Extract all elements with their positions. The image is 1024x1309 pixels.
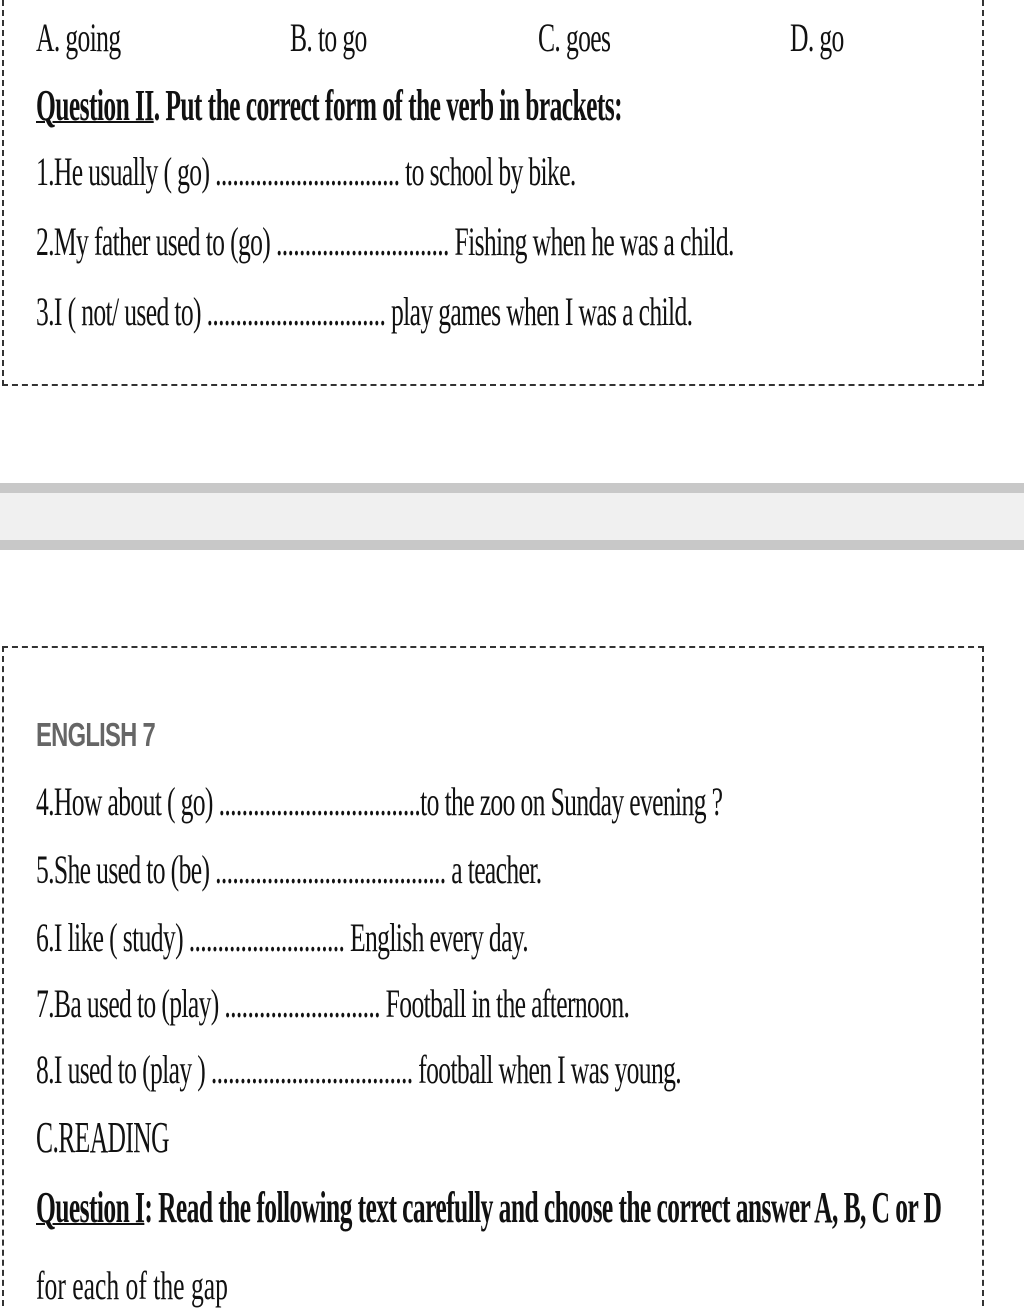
question-2-label: Question II (36, 81, 154, 130)
exercise-item-1: 1.He usually ( go) ................................ to school by bike. (36, 149, 576, 194)
page-separator-top (0, 483, 1024, 493)
exercise-item-3: 3.I ( not/ used to) ............................... play games when I was a child. (36, 289, 693, 334)
exercise-item-7: 7.Ba used to (play) ........................... Football in the afternoon. (36, 981, 630, 1026)
page-separator-bottom (0, 540, 1024, 550)
exercise-item-6: 6.I like ( study) ........................... English every day. (36, 915, 529, 960)
exercise-item-2: 2.My father used to (go) .............................. Fishing when he was a child. (36, 219, 734, 264)
option-d: D. go (790, 15, 844, 60)
reading-title: C.READING (36, 1113, 170, 1162)
option-c: C. goes (538, 15, 611, 60)
exercise-item-5: 5.She used to (be) ........................................ a teacher. (36, 847, 542, 892)
exercise-item-4: 4.How about ( go) ...................................to the zoo on Sunday evening ? (36, 779, 723, 824)
option-a: A. going (36, 15, 121, 60)
option-b: B. to go (290, 15, 367, 60)
reading-question-instruction: : Read the following text carefully and choose the correct answer A, B, C or D (144, 1183, 942, 1232)
question-2-heading (36, 81, 623, 130)
reading-question-label: Question I (36, 1183, 145, 1232)
question-2-instruction: . Put the correct form of the verb in brackets: (153, 81, 623, 130)
reading-cut-line: for each of the gap (36, 1263, 228, 1308)
header-brand: ENGLISH 7 (36, 716, 155, 753)
exercise-item-8: 8.I used to (play ) ................................... football when I was young. (36, 1047, 682, 1092)
reading-question-heading (36, 1183, 942, 1232)
